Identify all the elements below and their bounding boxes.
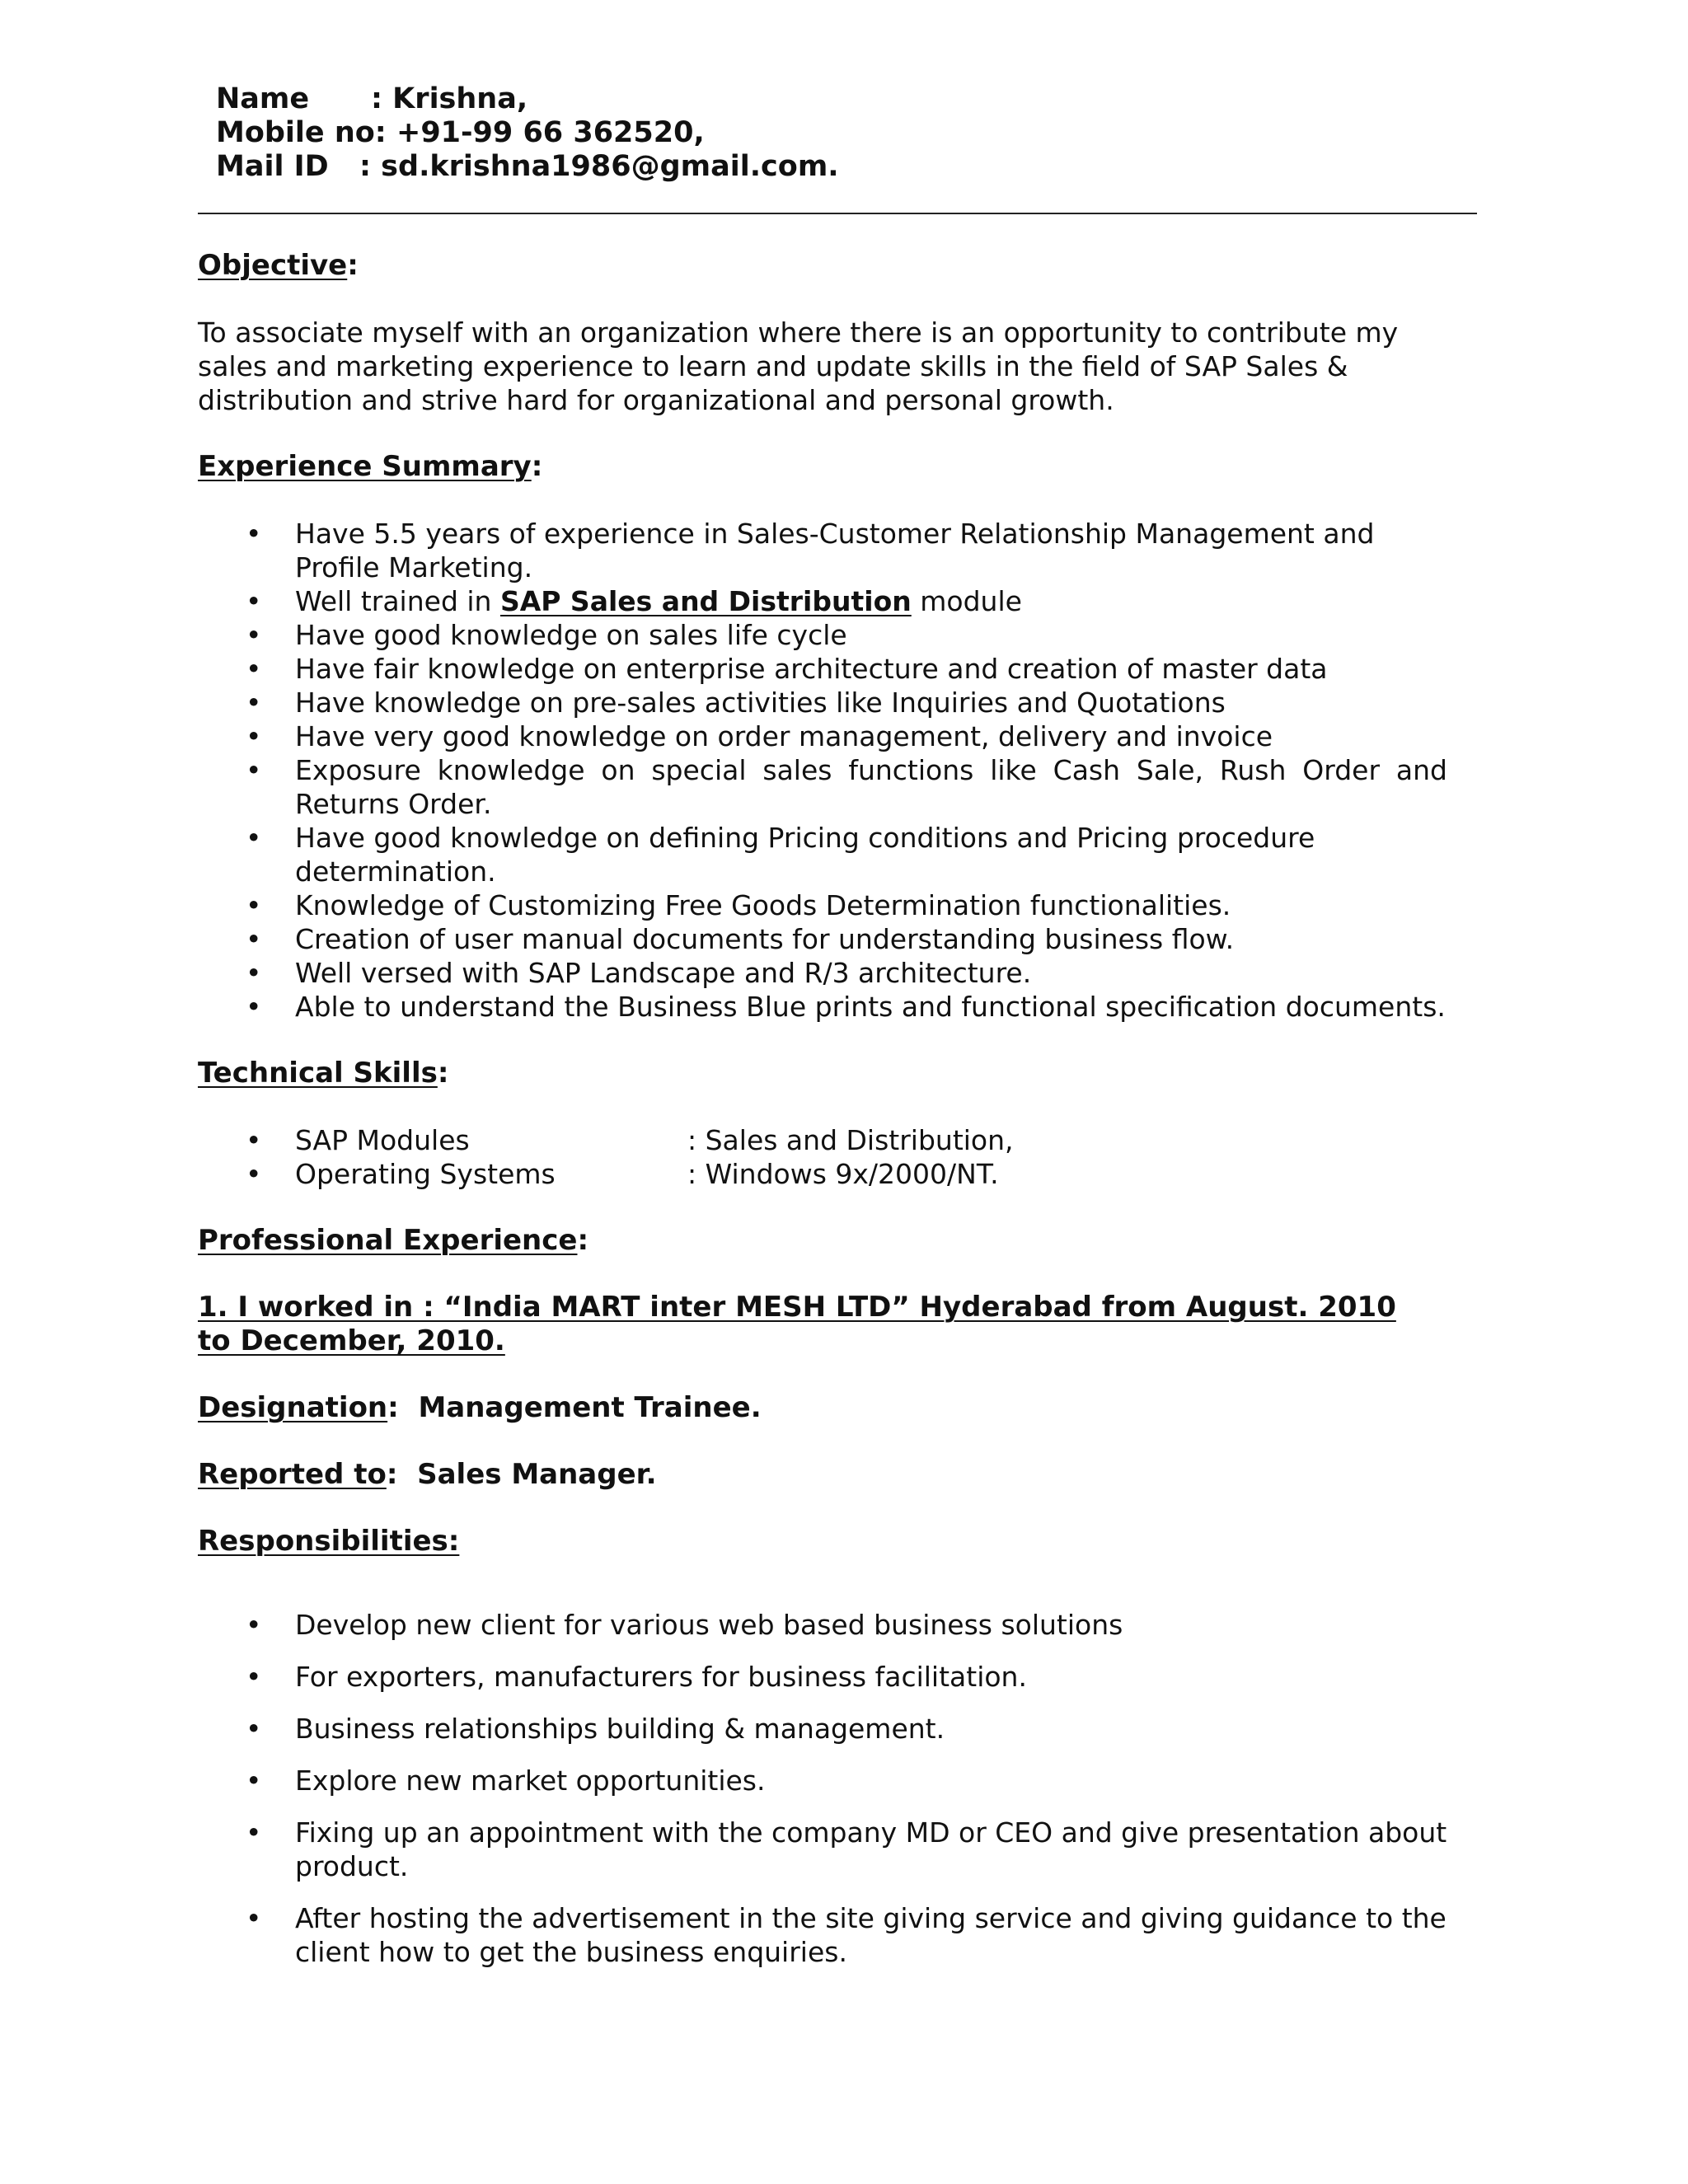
skill-row: • Operating Systems : Windows 9x/2000/NT. [246, 1158, 999, 1190]
list-item: • Fixing up an appointment with the company MD or CEO and give presentation about product. [246, 1816, 1447, 1882]
list-item: • Well versed with SAP Landscape and R/3 architecture. [246, 957, 1032, 989]
list-item: • Explore new market opportunities. [246, 1765, 766, 1797]
list-item: • After hosting the advertisement in the site giving service and giving guidance to the client how to get the business enquiries. [246, 1902, 1447, 1968]
experience-summary-heading: Experience Summary: [198, 450, 543, 483]
resume-body [198, 249, 1451, 1987]
list-item: • Have good knowledge on defining Pricing conditions and Pricing procedure determination. [246, 822, 1315, 888]
list-item: • Business relationships building & management. [246, 1713, 945, 1745]
job-title: 1. I worked in : “India MART inter MESH LTD” Hyderabad from August. 2010 to December, 2010. [198, 1291, 1396, 1357]
mobile-label: Mobile no: [216, 116, 387, 149]
list-item: • Have good knowledge on sales life cycle [246, 619, 847, 651]
objective-text: To associate myself with an organization where there is an opportunity to contribute my sales and marketing experience to learn and update skills in the field of SAP Sales & distribution and strive hard for organizational and personal growth. [198, 316, 1399, 416]
skill-row: • SAP Modules : Sales and Distribution, [246, 1124, 1014, 1156]
designation: Designation: Management Trainee. [198, 1391, 762, 1424]
name-label: Name [216, 82, 310, 115]
list-item: • Have knowledge on pre-sales activities like Inquiries and Quotations [246, 687, 1226, 719]
list-item: • For exporters, manufacturers for business facilitation. [246, 1661, 1027, 1693]
list-item: • Creation of user manual documents for understanding business flow. [246, 923, 1235, 955]
list-item: • Have 5.5 years of experience in Sales-Customer Relationship Management and Profile Marketing. [246, 518, 1375, 583]
objective-heading: Objective: [198, 249, 359, 282]
list-item: • Exposure knowledge on special sales functions like Cash Sale, Rush Order and Returns Order. [246, 754, 1447, 820]
name-value: : Krishna, [371, 82, 528, 115]
mobile-row [216, 116, 839, 150]
list-item: • Well trained in SAP Sales and Distribution module [246, 585, 1022, 617]
mail-row [216, 150, 839, 184]
professional-experience-heading: Professional Experience: [198, 1224, 589, 1257]
list-item: • Have fair knowledge on enterprise architecture and creation of master data [246, 653, 1328, 685]
header-divider [198, 213, 1477, 214]
reported-to: Reported to: Sales Manager. [198, 1458, 657, 1491]
responsibilities-list [198, 1608, 1447, 1969]
responsibilities-heading: Responsibilities: [198, 1525, 460, 1558]
name-row [216, 82, 839, 116]
technical-skills-list [198, 1123, 1451, 1191]
sap-sd-highlight: SAP Sales and Distribution [499, 585, 912, 617]
list-item: • Able to understand the Business Blue prints and functional specification documents. [246, 991, 1446, 1023]
list-item: • Have very good knowledge on order management, delivery and invoice [246, 720, 1273, 752]
experience-summary-list [198, 517, 1447, 1024]
mobile-value: +91-99 66 362520, [386, 116, 705, 149]
mail-label: Mail ID [216, 150, 329, 183]
mail-value: : sd.krishna1986@gmail.com. [359, 150, 839, 183]
list-item: • Knowledge of Customizing Free Goods Determination functionalities. [246, 889, 1231, 921]
contact-header [216, 82, 839, 184]
list-item: • Develop new client for various web based business solutions [246, 1609, 1123, 1641]
technical-skills-heading: Technical Skills: [198, 1057, 449, 1090]
